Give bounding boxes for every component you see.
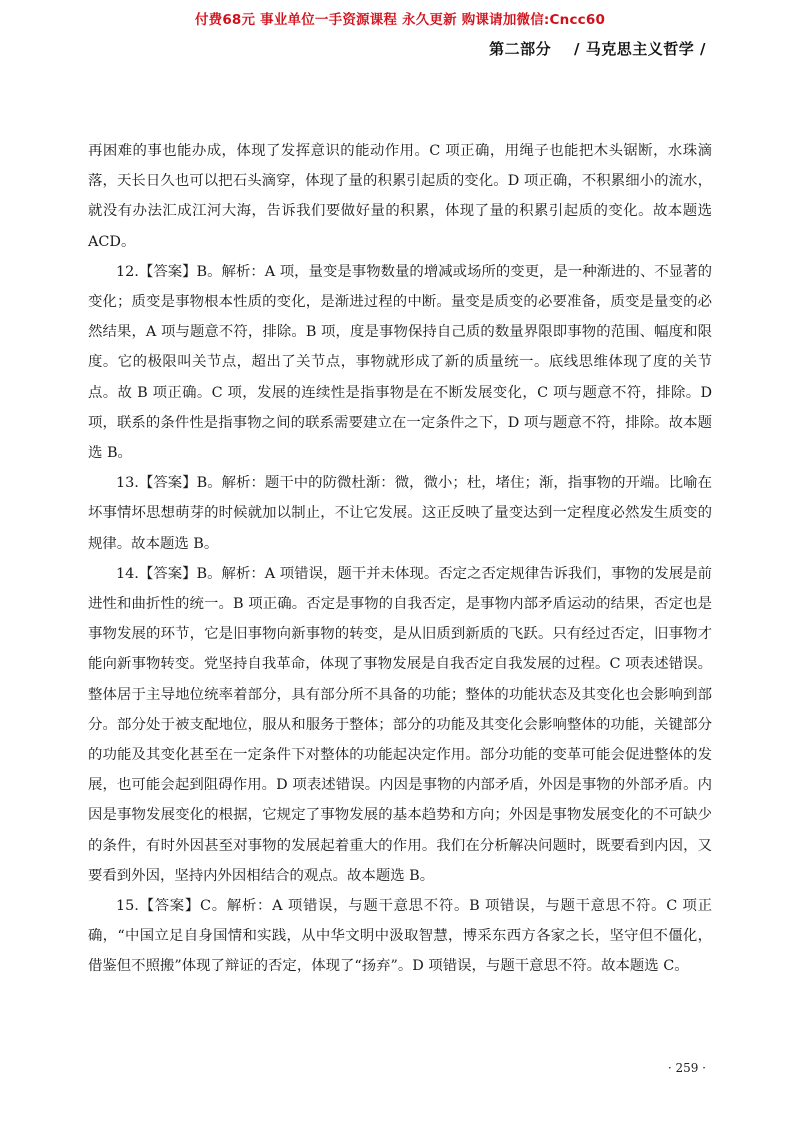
- promo-banner: 付费68元 事业单位一手资源课程 永久更新 购课请加微信:Cncc60: [194, 12, 606, 28]
- header-separator: /: [574, 40, 581, 58]
- header-chapter: 马克思主义哲学: [585, 40, 695, 58]
- header-trailing-mark: /: [700, 40, 706, 58]
- paragraph-answer-14: 14.【答案】B。解析：A 项错误，题干并未体现。否定之否定规律告诉我们，事物的发展是前进性和曲折性的统一。B 项正确。否定是事物的自我否定，是事物内部矛盾运动的结果，否定也是事物发展的环节，它是旧事物向新事物的转变，是从旧质到新质的飞跃。只有经过否定，旧事物才能向新事物转变。党坚持自我革命，体现了事物发展是自我否定自我发展的过程。C 项表述错误。整体居于主导地位统率着部分，具有部分所不具备的功能；整体的功能状态及其变化也会影响到部分。部分处于被支配地位，服从和服务于整体；部分的功能及其变化会影响整体的功能，关键部分的功能及其变化甚至在一定条件下对整体的功能起决定作用。部分功能的变革可能会促进整体的发展，也可能会起到阻碍作用。D 项表述错误。内因是事物的内部矛盾，外因是事物的外部矛盾。内因是事物发展变化的根据，它规定了事物发展的基本趋势和方向；外因是事物发展变化的不可缺少的条件，有时外因甚至对事物的发展起着重大的作用。我们在分析解决问题时，既要看到内因，又要看到外因，坚持内外因相结合的观点。故本题选 B。: [88, 565, 712, 884]
- header-section: 第二部分: [489, 40, 552, 58]
- answer-body: [88, 136, 712, 982]
- paragraph-answer-13: 13.【答案】B。解析：题干中的防微杜渐：微，微小；杜，堵住；渐，指事物的开端。比喻在坏事情坏思想萌芽的时候就加以制止，不让它发展。这正反映了量变达到一定程度必然发生质变的规律。故本题选 B。: [88, 475, 712, 552]
- paragraph-answer-15: 15.【答案】C。解析：A 项错误，与题干意思不符。B 项错误，与题干意思不符。C 项正确，“中国立足自身国情和实践，从中华文明中汲取智慧，博采东西方各家之长，坚守但不僵化，借鉴但不照搬”体现了辩证的否定，体现了“扬弃”。D 项错误，与题干意思不符。故本题选 C。: [88, 898, 712, 975]
- page-number: · 259 ·: [667, 1061, 706, 1075]
- paragraph-answer-12: 12.【答案】B。解析：A 项，量变是事物数量的增减或场所的变更，是一种渐进的、不显著的变化；质变是事物根本性质的变化，是渐进过程的中断。量变是质变的必要准备，质变是量变的必然结果，A 项与题意不符，排除。B 项，度是事物保持自己质的数量界限即事物的范围、幅度和限度。它的极限叫关节点，超出了关节点，事物就形成了新的质量统一。底线思维体现了度的关节点。故 B 项正确。C 项，发展的连续性是指事物是在不断发展变化，C 项与题意不符，排除。D 项，联系的条件性是指事物之间的联系需要建立在一定条件之下，D 项与题意不符，排除。故本题选 B。: [88, 263, 712, 462]
- header-rule: [88, 64, 712, 65]
- running-header: [489, 38, 706, 59]
- paragraph-continuation: 再困难的事也能办成，体现了发挥意识的能动作用。C 项正确，用绳子也能把木头锯断，水珠滴落，天长日久也可以把石头滴穿，体现了量的积累引起质的变化。D 项正确，不积累细小的流水，就没有办法汇成江河大海，告诉我们要做好量的积累，体现了量的积累引起质的变化。故本题选 ACD。: [88, 143, 712, 250]
